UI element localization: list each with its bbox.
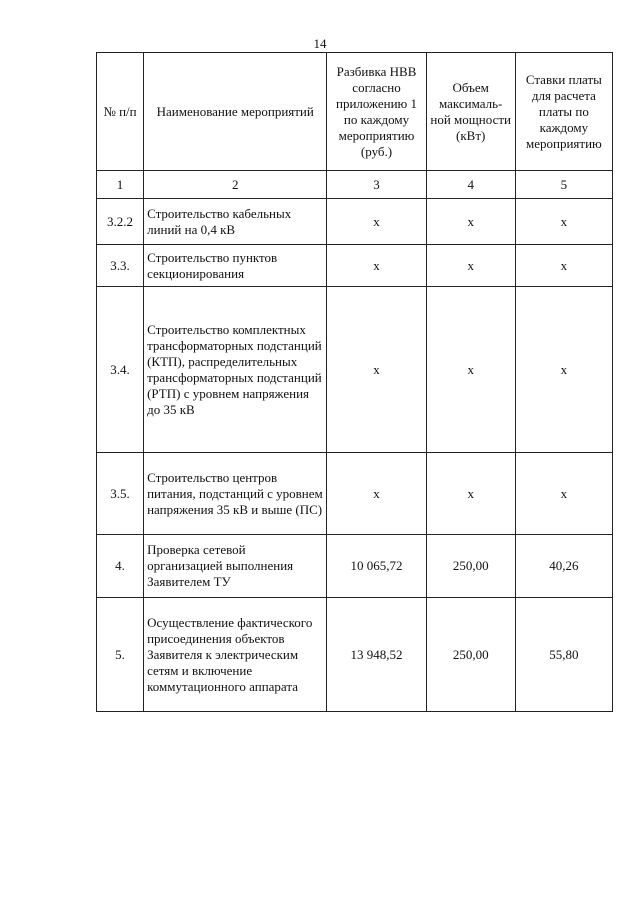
table-row — [97, 453, 613, 535]
table-row — [97, 199, 613, 245]
table-header-row — [97, 53, 613, 171]
row-name: Строительство центров питания, подстанций с уровнем напряжения 35 кВ и выше (ПС) — [144, 453, 327, 535]
column-index: 4 — [426, 171, 515, 199]
row-rate: 40,26 — [515, 535, 612, 598]
table-row — [97, 245, 613, 287]
row-nvv: 13 948,52 — [327, 598, 426, 712]
row-num: 3.2.2 — [97, 199, 144, 245]
row-num: 4. — [97, 535, 144, 598]
row-nvv: x — [327, 199, 426, 245]
column-index: 2 — [144, 171, 327, 199]
header-power: Объем максималь-ной мощности (кВт) — [426, 53, 515, 171]
row-nvv: x — [327, 287, 426, 453]
row-name: Строительство кабельных линий на 0,4 кВ — [144, 199, 327, 245]
header-rate: Ставки платы для расчета платы по каждому мероприятию — [515, 53, 612, 171]
table-row — [97, 598, 613, 712]
row-num: 5. — [97, 598, 144, 712]
row-nvv: 10 065,72 — [327, 535, 426, 598]
row-rate: x — [515, 453, 612, 535]
table-row — [97, 287, 613, 453]
row-rate: x — [515, 287, 612, 453]
row-rate: 55,80 — [515, 598, 612, 712]
row-power: 250,00 — [426, 598, 515, 712]
row-num: 3.3. — [97, 245, 144, 287]
row-nvv: x — [327, 453, 426, 535]
column-index: 5 — [515, 171, 612, 199]
row-rate: x — [515, 199, 612, 245]
row-power: 250,00 — [426, 535, 515, 598]
row-power: x — [426, 245, 515, 287]
header-num: № п/п — [97, 53, 144, 171]
row-name: Осуществление фактического присоединения объектов Заявителя к электрическим сетям и включение коммутационного аппарата — [144, 598, 327, 712]
row-power: x — [426, 287, 515, 453]
row-name: Строительство комплектных трансформаторных подстанций (КТП), распределительных трансформаторных подстанций (РТП) с уровнем напряжения до 35 кВ — [144, 287, 327, 453]
page-number: 14 — [313, 36, 327, 51]
row-name: Проверка сетевой организацией выполнения Заявителем ТУ — [144, 535, 327, 598]
row-power: x — [426, 453, 515, 535]
header-nvv: Разбивка НВВ согласно приложению 1 по каждому мероприятию (руб.) — [327, 53, 426, 171]
column-index-row — [97, 171, 613, 199]
tariff-table — [96, 52, 613, 712]
column-index: 3 — [327, 171, 426, 199]
row-power: x — [426, 199, 515, 245]
row-num: 3.5. — [97, 453, 144, 535]
row-num: 3.4. — [97, 287, 144, 453]
row-rate: x — [515, 245, 612, 287]
row-name: Строительство пунктов секционирования — [144, 245, 327, 287]
header-name: Наименование мероприятий — [144, 53, 327, 171]
row-nvv: x — [327, 245, 426, 287]
column-index: 1 — [97, 171, 144, 199]
table-row — [97, 535, 613, 598]
